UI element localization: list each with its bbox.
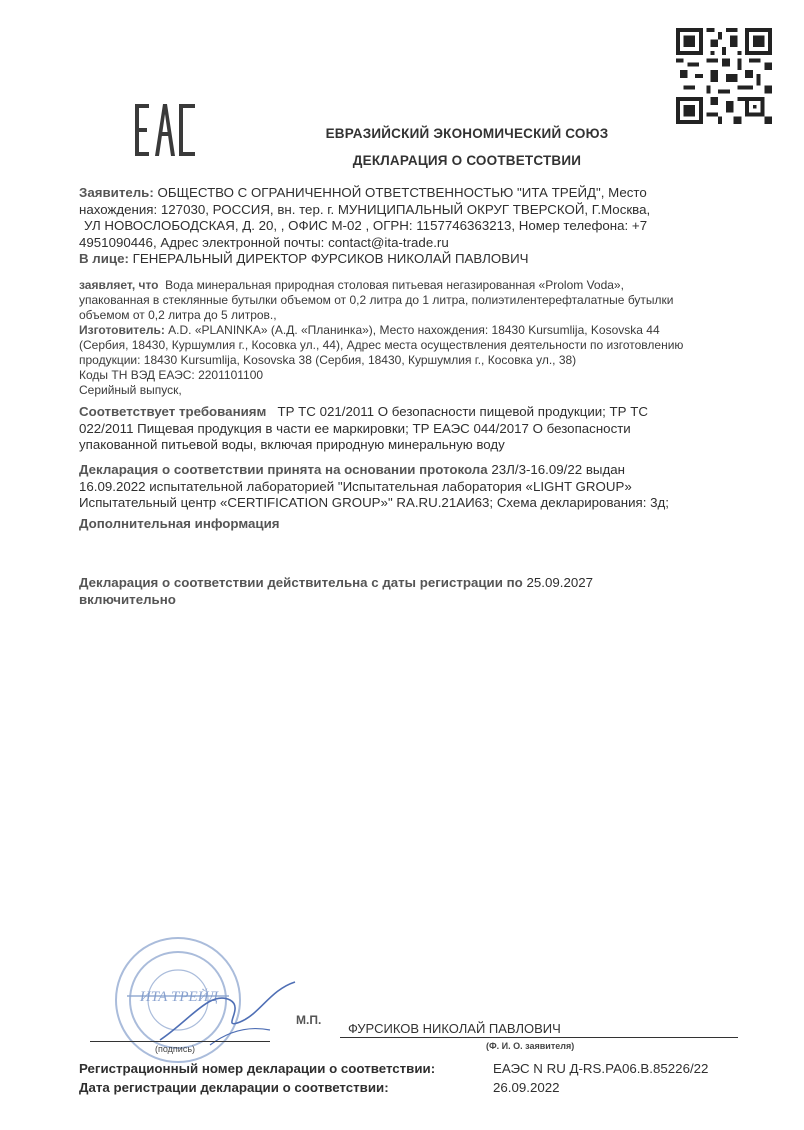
fio-caption: (Ф. И. О. заявителя): [486, 1041, 575, 1051]
validity-line2: включительно: [79, 591, 176, 607]
document-title: ДЕКЛАРАЦИЯ О СООТВЕТСТВИИ: [352, 153, 582, 168]
applicant-line1: ОБЩЕСТВО С ОГРАНИЧЕННОЙ ОТВЕТСТВЕННОСТЬЮ "ИТА ТРЕЙД", Место: [157, 185, 647, 200]
declares-label: заявляет, что: [79, 278, 159, 292]
signer-name: ФУРСИКОВ НИКОЛАЙ ПАВЛОВИЧ: [348, 1021, 561, 1036]
registration-number: ЕАЭС N RU Д-RS.РА06.В.85226/22: [493, 1061, 709, 1076]
conforms-line1: ТР ТС 021/2011 О безопасности пищевой продукции; ТР ТС: [277, 404, 648, 419]
declares-line1: Вода минеральная природная столовая питьевая негазированная «Prolom Voda»,: [165, 278, 624, 292]
registration-date-label: Дата регистрации декларации о соответствии:: [79, 1080, 389, 1095]
validity-block: [79, 575, 749, 608]
manufacturer-line2: (Сербия, 18430, Куршумлия г., Косовка ул., 44), Адрес места осуществления деятельности по изготовлению: [79, 338, 684, 352]
name-line: [340, 1037, 738, 1038]
registration-number-label: Регистрационный номер декларации о соответствии:: [79, 1061, 436, 1076]
manufacturer-label: Изготовитель:: [79, 323, 165, 337]
basis-line2: 16.09.2022 испытательной лабораторией "Испытательная лаборатория «LIGHT GROUP»: [79, 478, 632, 494]
manufacturer-line3: продукции: 18430 Kursumlija, Kosovska 38 (Сербия, 18430, Куршумлия г., Косовка ул., 38): [79, 353, 577, 367]
conforms-line2: 022/2011 Пищевая продукция в части ее маркировки; ТР ЕАЭС 044/2017 О безопасности: [79, 420, 631, 436]
applicant-line4: 4951090446, Адрес электронной почты: contact@ita-trade.ru: [79, 234, 449, 250]
basis-label: Декларация о соответствии принята на основании протокола: [79, 462, 488, 477]
mp-label: М.П.: [296, 1013, 322, 1027]
conforms-label: Соответствует требованиям: [79, 404, 267, 419]
person-label: В лице:: [79, 251, 129, 266]
basis-block: [79, 462, 749, 512]
basis-line3: Испытательный центр «CERTIFICATION GROUP»" RA.RU.21АИ63; Схема декларирования: 3д;: [79, 495, 669, 510]
declares-line3: объемом от 0,2 литра до 5 литров.,: [79, 308, 277, 322]
conforms-block: [79, 404, 749, 454]
validity-label: Декларация о соответствии действительна с даты регистрации по: [79, 575, 523, 590]
signature-caption: (подпись): [155, 1044, 196, 1054]
manufacturer-line1: A.D. «PLANINKA» (А.Д. «Планинка»), Место нахождения: 18430 Kursumlija, Kosovska 44: [168, 323, 660, 337]
signature-icon: [150, 960, 300, 1050]
validity-date: 25.09.2027: [526, 575, 594, 590]
codes: Коды ТН ВЭД ЕАЭС: 2201101100: [79, 368, 264, 382]
declares-line2: упакованная в стеклянные бутылки объемом от 0,2 литра до 1 литра, полиэтилентерефталатные бутылки: [79, 293, 674, 307]
applicant-line3: УЛ НОВОСЛОБОДСКАЯ, Д. 20, , ОФИС М-02 , ОГРН: 1157746363213, Номер телефона: +7: [84, 218, 648, 233]
applicant-line2: нахождения: 127030, РОССИЯ, вн. тер. г. МУНИЦИПАЛЬНЫЙ ОКРУГ ТВЕРСКОЙ, Г.Москва,: [79, 201, 651, 217]
registration-date: 26.09.2022: [493, 1080, 560, 1095]
signature-line: [90, 1041, 270, 1042]
additional-info-label: Дополнительная информация: [79, 516, 280, 531]
qr-code-icon: [676, 28, 772, 124]
union-title: ЕВРАЗИЙСКИЙ ЭКОНОМИЧЕСКИЙ СОЮЗ: [325, 126, 609, 141]
conforms-line3: упакованной питьевой воды, включая природную минеральную воду: [79, 437, 505, 452]
declares-block: [79, 278, 749, 398]
applicant-label: Заявитель:: [79, 185, 154, 200]
stamp-text: ИТА ТРЕЙД: [139, 989, 219, 1005]
release: Серийный выпуск,: [79, 383, 182, 397]
basis-line1: 23Л/3-16.09/22 выдан: [491, 462, 625, 477]
person-value: ГЕНЕРАЛЬНЫЙ ДИРЕКТОР ФУРСИКОВ НИКОЛАЙ ПАВЛОВИЧ: [132, 251, 529, 266]
applicant-block: [79, 185, 749, 268]
